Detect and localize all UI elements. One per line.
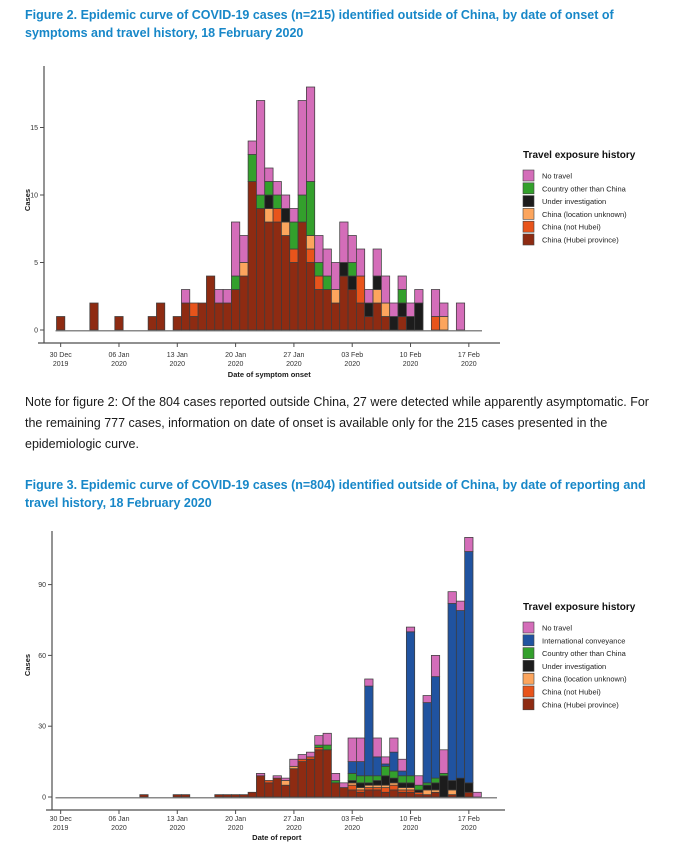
bar-segment <box>298 222 306 330</box>
bar-segment <box>248 792 256 797</box>
x-tick-label: 2020 <box>227 361 244 368</box>
bar-segment <box>373 290 381 304</box>
bar-segment <box>356 762 364 776</box>
bar-segment <box>390 790 398 797</box>
bar-segment <box>348 738 356 762</box>
bar-segment <box>415 776 423 785</box>
bar-segment <box>173 795 181 797</box>
x-tick-label: 2020 <box>111 825 127 832</box>
bar-segment <box>431 317 439 331</box>
legend-swatch <box>523 234 534 245</box>
bar-segment <box>115 317 123 331</box>
legend-item-label: China (Hubei province) <box>542 700 619 710</box>
bar-segment <box>440 303 448 317</box>
bar-segment <box>240 263 248 277</box>
bar-segment <box>390 317 398 331</box>
bar-segment <box>381 303 389 317</box>
legend-swatch <box>523 221 534 232</box>
y-tick-label: 0 <box>34 327 38 335</box>
bar-segment <box>348 762 356 774</box>
bar-segment <box>273 776 281 778</box>
bar-segment <box>456 611 464 779</box>
bar-segment <box>281 209 289 223</box>
bar-segment <box>140 795 148 797</box>
bar-segment <box>406 792 414 797</box>
bar-segment <box>465 783 473 792</box>
bar-segment <box>273 195 281 209</box>
bar-segment <box>331 303 339 330</box>
bar-segment <box>348 790 356 797</box>
bar-segment <box>423 703 431 783</box>
bar-segment <box>273 222 281 330</box>
legend-swatch <box>523 196 534 207</box>
bar-segment <box>406 776 414 783</box>
bar-segment <box>423 785 431 790</box>
bar-segment <box>398 317 406 331</box>
bar-segment <box>373 738 381 757</box>
bar-segment <box>290 222 298 249</box>
bar-segment <box>256 209 264 331</box>
x-tick-label: 2020 <box>227 825 244 832</box>
x-axis-title: Date of symptom onset <box>227 370 311 379</box>
legend-swatch <box>523 635 534 646</box>
bar-segment <box>381 776 389 785</box>
legend <box>523 150 636 245</box>
bars-group <box>140 537 482 797</box>
x-tick-label: 17 Feb <box>457 816 480 823</box>
bar-segment <box>348 276 356 290</box>
bar-segment <box>390 778 398 783</box>
x-tick-label: 2020 <box>286 825 302 832</box>
legend-item-label: China (not Hubei) <box>542 222 601 232</box>
bar-segment <box>373 303 381 330</box>
bar-segment <box>181 290 189 304</box>
bar-segment <box>365 686 373 776</box>
bar-segment <box>331 783 339 797</box>
bar-segment <box>256 773 264 775</box>
bar-segment <box>456 601 464 610</box>
bar-segment <box>406 303 414 317</box>
figure2-note: Note for figure 2: Of the 804 cases reported outside China, 27 were detected while apparently asymptomatic. For the remaining 777 cases, information on date of onset is available only for the 215 cases presented in the epidemiologic curve. <box>25 395 649 451</box>
x-tick-label: 2020 <box>169 361 186 368</box>
bar-segment <box>390 771 398 778</box>
bar-segment <box>373 790 381 797</box>
bar-segment <box>215 795 223 797</box>
bar-segment <box>265 209 273 223</box>
legend-swatch <box>523 622 534 633</box>
bar-segment <box>398 759 406 771</box>
bar-segment <box>281 222 289 236</box>
bar-segment <box>306 236 314 250</box>
bar-segment <box>315 736 323 745</box>
bar-segment <box>248 141 256 155</box>
bar-segment <box>231 222 239 276</box>
bar-segment <box>348 773 356 780</box>
x-axis-title: Date of report <box>252 833 302 842</box>
bars-group <box>57 87 465 330</box>
bar-segment <box>306 182 314 236</box>
bar-segment <box>348 236 356 263</box>
legend-item-label: China (Hubei province) <box>542 235 619 245</box>
bar-segment <box>456 778 464 797</box>
bar-segment <box>398 771 406 776</box>
legend-item-label: China (location unknown) <box>542 209 627 219</box>
bar-segment <box>415 303 423 330</box>
figure3-epidemic-curve-chart <box>0 525 685 845</box>
x-tick-label: 2020 <box>111 361 127 368</box>
bar-segment <box>290 769 298 797</box>
bar-segment <box>415 785 423 790</box>
bar-segment <box>398 290 406 304</box>
legend-item-label: International conveyance <box>542 636 626 646</box>
bar-segment <box>415 290 423 304</box>
x-tick-label: 2020 <box>461 361 477 368</box>
bar-segment <box>223 795 231 797</box>
bar-segment <box>148 317 156 331</box>
x-tick-label: 17 Feb <box>457 352 480 359</box>
y-tick-label: 0 <box>42 794 46 802</box>
bar-segment <box>256 776 264 797</box>
bar-segment <box>423 696 431 703</box>
bar-segment <box>290 249 298 263</box>
bar-segment <box>348 290 356 331</box>
bar-segment <box>240 236 248 263</box>
bar-segment <box>406 783 414 788</box>
x-tick-label: 03 Feb <box>341 352 364 359</box>
legend-swatch <box>523 699 534 710</box>
bar-segment <box>381 757 389 764</box>
bar-segment <box>390 738 398 752</box>
bar-segment <box>281 785 289 797</box>
figure3-caption: Figure 3. Epidemic curve of COVID-19 cases (n=804) identified outside of China, by date of reporting and travel history, 18 February 2020 <box>25 478 646 510</box>
legend-swatch <box>523 208 534 219</box>
bar-segment <box>373 757 381 776</box>
bar-segment <box>381 766 389 775</box>
bar-segment <box>290 759 298 766</box>
bar-segment <box>331 773 339 780</box>
bar-segment <box>465 537 473 551</box>
bar-segment <box>440 317 448 331</box>
bar-segment <box>265 222 273 330</box>
y-tick-label: 10 <box>30 192 38 200</box>
x-tick-label: 2019 <box>52 825 69 832</box>
bar-segment <box>356 249 364 276</box>
bar-segment <box>465 792 473 797</box>
bar-segment <box>281 236 289 331</box>
bar-segment <box>406 632 414 776</box>
x-tick-label: 2020 <box>344 361 361 368</box>
bar-segment <box>365 290 373 304</box>
bar-segment <box>306 263 314 331</box>
bar-segment <box>381 788 389 793</box>
bar-segment <box>223 303 231 330</box>
bar-segment <box>231 795 239 797</box>
bar-segment <box>381 792 389 797</box>
bar-segment <box>331 290 339 304</box>
legend-item-label: China (not Hubei) <box>542 687 601 697</box>
bar-segment <box>465 552 473 783</box>
bar-segment <box>273 182 281 196</box>
bar-segment <box>365 317 373 331</box>
legend-swatch <box>523 648 534 659</box>
bar-segment <box>315 236 323 263</box>
x-tick-label: 10 Feb <box>399 352 422 359</box>
bar-segment <box>448 592 456 604</box>
bar-segment <box>231 290 239 331</box>
bar-segment <box>340 276 348 330</box>
bar-segment <box>190 317 198 331</box>
bar-segment <box>323 249 331 276</box>
x-tick-label: 20 Jan <box>225 816 247 823</box>
bar-segment <box>306 759 314 797</box>
x-tick-label: 2020 <box>169 825 186 832</box>
bar-segment <box>398 276 406 290</box>
y-axis-title: Cases <box>23 188 32 212</box>
bar-segment <box>340 222 348 263</box>
bar-segment <box>356 783 364 788</box>
bar-segment <box>265 783 273 797</box>
bar-segment <box>315 290 323 331</box>
bar-segment <box>156 303 164 330</box>
bar-segment <box>298 755 306 760</box>
x-tick-label: 27 Jan <box>283 352 305 359</box>
bar-segment <box>323 745 331 750</box>
legend-item-label: No travel <box>542 623 573 633</box>
x-tick-label: 30 Dec <box>49 816 72 823</box>
bar-segment <box>356 303 364 330</box>
bar-segment <box>373 249 381 276</box>
legend-item-label: Under investigation <box>542 197 607 207</box>
x-tick-label: 2019 <box>52 361 69 368</box>
bar-segment <box>365 303 373 317</box>
bar-segment <box>448 780 456 789</box>
legend-swatch <box>523 170 534 181</box>
bar-segment <box>406 627 414 632</box>
bar-segment <box>373 776 381 781</box>
bar-segment <box>281 778 289 780</box>
bar-segment <box>306 87 314 182</box>
x-tick-label: 13 Jan <box>166 816 188 823</box>
legend-item-label: Country other than China <box>542 184 626 194</box>
y-tick-label: 60 <box>38 652 46 660</box>
y-tick-label: 5 <box>34 260 38 267</box>
bar-segment <box>356 792 364 797</box>
bar-segment <box>173 317 181 331</box>
bar-segment <box>323 733 331 745</box>
bar-segment <box>290 263 298 331</box>
bar-segment <box>365 776 373 783</box>
bar-segment <box>373 780 381 785</box>
bar-segment <box>323 290 331 331</box>
bar-segment <box>340 783 348 788</box>
bar-segment <box>356 776 364 783</box>
legend <box>523 602 636 710</box>
bar-segment <box>456 303 464 330</box>
bar-segment <box>256 195 264 209</box>
bar-segment <box>431 677 439 778</box>
legend-swatch <box>523 660 534 671</box>
x-tick-label: 2020 <box>286 361 302 368</box>
bar-segment <box>390 303 398 317</box>
legend-swatch <box>523 183 534 194</box>
bar-segment <box>298 762 306 797</box>
legend-item-label: China (location unknown) <box>542 674 627 684</box>
bar-segment <box>273 778 281 797</box>
bar-segment <box>215 303 223 330</box>
bar-segment <box>448 790 456 795</box>
bar-segment <box>181 303 189 330</box>
bar-segment <box>223 290 231 304</box>
bar-segment <box>356 738 364 762</box>
legend-title: Travel exposure history <box>523 150 636 161</box>
bar-segment <box>365 790 373 797</box>
bar-segment <box>315 750 323 797</box>
bar-segment <box>90 303 98 330</box>
bar-segment <box>431 290 439 317</box>
bar-segment <box>390 752 398 771</box>
x-tick-label: 30 Dec <box>49 352 72 359</box>
legend-item-label: Under investigation <box>542 661 607 671</box>
x-tick-label: 2020 <box>402 361 419 368</box>
bar-segment <box>198 303 206 330</box>
bar-segment <box>398 783 406 788</box>
bar-segment <box>398 303 406 317</box>
bar-segment <box>57 317 65 331</box>
bar-segment <box>298 101 306 196</box>
bar-segment <box>323 276 331 290</box>
bar-segment <box>265 182 273 196</box>
bar-segment <box>348 263 356 277</box>
x-tick-label: 03 Feb <box>341 816 364 823</box>
bar-segment <box>265 168 273 182</box>
x-tick-label: 13 Jan <box>166 352 188 359</box>
y-axis-title: Cases <box>23 653 32 677</box>
x-tick-label: 2020 <box>402 825 419 832</box>
bar-segment <box>423 790 431 795</box>
bar-segment <box>440 776 448 797</box>
bar-segment <box>315 276 323 290</box>
bar-segment <box>448 603 456 780</box>
bar-segment <box>265 780 273 782</box>
bar-segment <box>240 276 248 330</box>
bar-segment <box>431 655 439 676</box>
bar-segment <box>315 263 323 277</box>
legend-item-label: No travel <box>542 171 573 181</box>
bar-segment <box>390 785 398 790</box>
x-tick-label: 20 Jan <box>225 352 247 359</box>
bar-segment <box>206 276 214 330</box>
x-tick-label: 10 Feb <box>399 816 422 823</box>
bar-segment <box>348 785 356 790</box>
bar-segment <box>306 249 314 263</box>
bar-segment <box>406 317 414 331</box>
bar-segment <box>398 776 406 783</box>
legend-swatch <box>523 673 534 684</box>
bar-segment <box>248 155 256 182</box>
legend-title: Travel exposure history <box>523 602 636 613</box>
bar-segment <box>431 783 439 790</box>
figure2-epidemic-curve-chart <box>0 60 685 384</box>
bar-segment <box>340 788 348 797</box>
bar-segment <box>398 792 406 797</box>
bar-segment <box>273 209 281 223</box>
bar-segment <box>331 263 339 290</box>
x-tick-label: 2020 <box>344 825 361 832</box>
x-tick-label: 2020 <box>461 825 477 832</box>
bar-segment <box>281 780 289 785</box>
bar-segment <box>381 317 389 331</box>
bar-segment <box>356 276 364 303</box>
bar-segment <box>256 101 264 196</box>
bar-segment <box>190 303 198 317</box>
legend-item-label: Country other than China <box>542 649 626 659</box>
bar-segment <box>440 750 448 774</box>
bar-segment <box>340 263 348 277</box>
bar-segment <box>298 195 306 222</box>
y-tick-label: 15 <box>30 125 38 132</box>
bar-segment <box>473 792 481 797</box>
figure2-caption: Figure 2. Epidemic curve of COVID-19 cases (n=215) identified outside of China, by date of onset of symptoms and travel history, 18 February 2020 <box>25 8 614 40</box>
bar-segment <box>290 209 298 223</box>
y-tick-label: 30 <box>38 723 46 731</box>
bar-segment <box>231 276 239 290</box>
bar-segment <box>365 679 373 686</box>
bar-segment <box>281 195 289 209</box>
bar-segment <box>431 778 439 783</box>
bar-segment <box>240 795 248 797</box>
bar-segment <box>248 182 256 331</box>
bar-segment <box>265 195 273 209</box>
x-tick-label: 06 Jan <box>108 816 130 823</box>
bar-segment <box>323 750 331 797</box>
bar-segment <box>381 276 389 303</box>
bar-segment <box>306 752 314 757</box>
bar-segment <box>431 792 439 797</box>
legend-swatch <box>523 686 534 697</box>
bar-segment <box>373 276 381 290</box>
bar-segment <box>181 795 189 797</box>
x-tick-label: 06 Jan <box>108 352 130 359</box>
x-tick-label: 27 Jan <box>283 816 305 823</box>
bar-segment <box>215 290 223 304</box>
y-tick-label: 90 <box>38 582 46 590</box>
